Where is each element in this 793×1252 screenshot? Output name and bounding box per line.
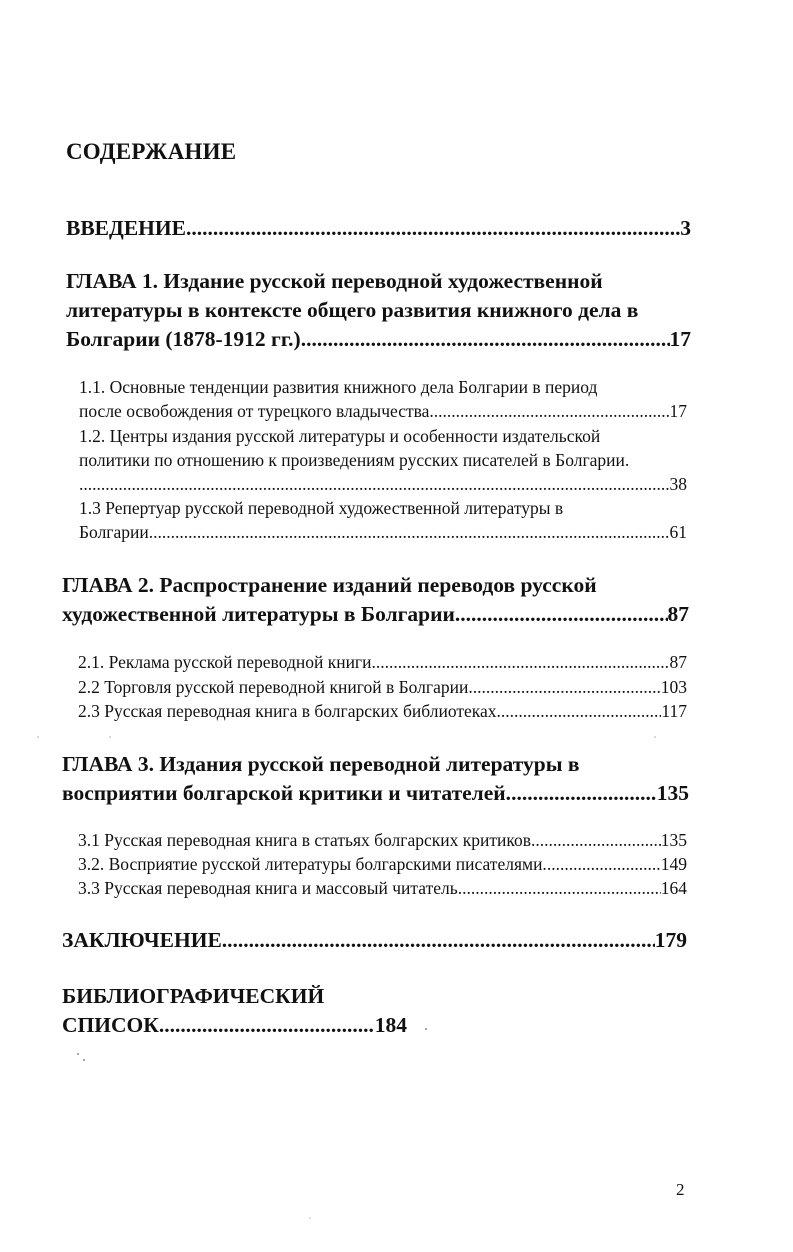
- toc-page-number: 87: [667, 602, 689, 626]
- toc-page-number: 61: [669, 522, 687, 542]
- chapter-title-line: литературы в контексте общего развития книжного дела в: [66, 298, 639, 322]
- chapter-title-line: ГЛАВА 2. Распространение изданий переводов русской: [62, 573, 597, 597]
- chapter-title-line: восприятии болгарской критики и читателей.: [62, 781, 512, 805]
- subentry-line: после освобождения от турецкого владычества.: [79, 401, 434, 421]
- subentry-line: 1.1. Основные тенденции развития книжного дела Болгарии в период: [79, 377, 598, 397]
- chapter-title-line: художественной литературы в Болгарии: [62, 602, 455, 626]
- toc-entry-label: ВВЕДЕНИЕ: [66, 216, 186, 240]
- toc-page-number: 184: [374, 1013, 407, 1037]
- subentry-line: 3.2. Восприятие русской литературы болгарскими писателями.: [78, 854, 547, 874]
- toc-page-number: 3: [680, 216, 691, 240]
- subentry-line: 3.3 Русская переводная книга и массовый читатель: [78, 878, 458, 898]
- subentry-line: 1.3 Репертуар русской переводной художественной литературы в: [79, 498, 564, 518]
- subentry-line: Болгарии.: [79, 522, 154, 542]
- toc-page-number: 149: [660, 854, 687, 874]
- subentry-line: 1.2. Центры издания русской литературы и особенности издательской: [79, 426, 601, 446]
- toc-entry-label: СПИСОК: [62, 1013, 159, 1037]
- toc-page-number: 38: [669, 474, 687, 494]
- chapter-title-line: Болгарии (1878-1912 гг.): [66, 327, 301, 351]
- toc-page-number: 179: [654, 928, 687, 952]
- toc-page-number: 103: [660, 677, 687, 697]
- toc-page-number: 17: [669, 401, 687, 421]
- subentry-line: 2.1. Реклама русской переводной книги.: [78, 652, 376, 672]
- subentry-line: 3.1 Русская переводная книга в статьях болгарских критиков: [78, 830, 532, 850]
- toc-page-number: 117: [661, 701, 687, 721]
- toc-page-number: 135: [660, 830, 687, 850]
- toc-page-number: 135: [656, 781, 689, 805]
- subentry-line: 2.2 Торговля русской переводной книгой в Болгарии.: [78, 677, 473, 697]
- toc-page-number: 17: [669, 327, 691, 351]
- toc-entry-label: БИБЛИОГРАФИЧЕСКИЙ: [62, 984, 325, 1008]
- page-number: 2: [676, 1180, 685, 1199]
- subentry-line: 2.3 Русская переводная книга в болгарских библиотеках: [78, 701, 497, 721]
- toc-entry-label: ЗАКЛЮЧЕНИЕ: [62, 928, 222, 952]
- chapter-title-line: ГЛАВА 1. Издание русской переводной художественной: [66, 269, 603, 293]
- toc-page-number: 164: [660, 878, 687, 898]
- subentry-line: политики по отношению к произведениям русских писателей в Болгарии.: [79, 450, 630, 470]
- toc-page-number: 87: [669, 652, 687, 672]
- chapter-title-line: ГЛАВА 3. Издания русской переводной литературы в: [62, 752, 580, 776]
- toc-title: СОДЕРЖАНИЕ: [66, 139, 237, 164]
